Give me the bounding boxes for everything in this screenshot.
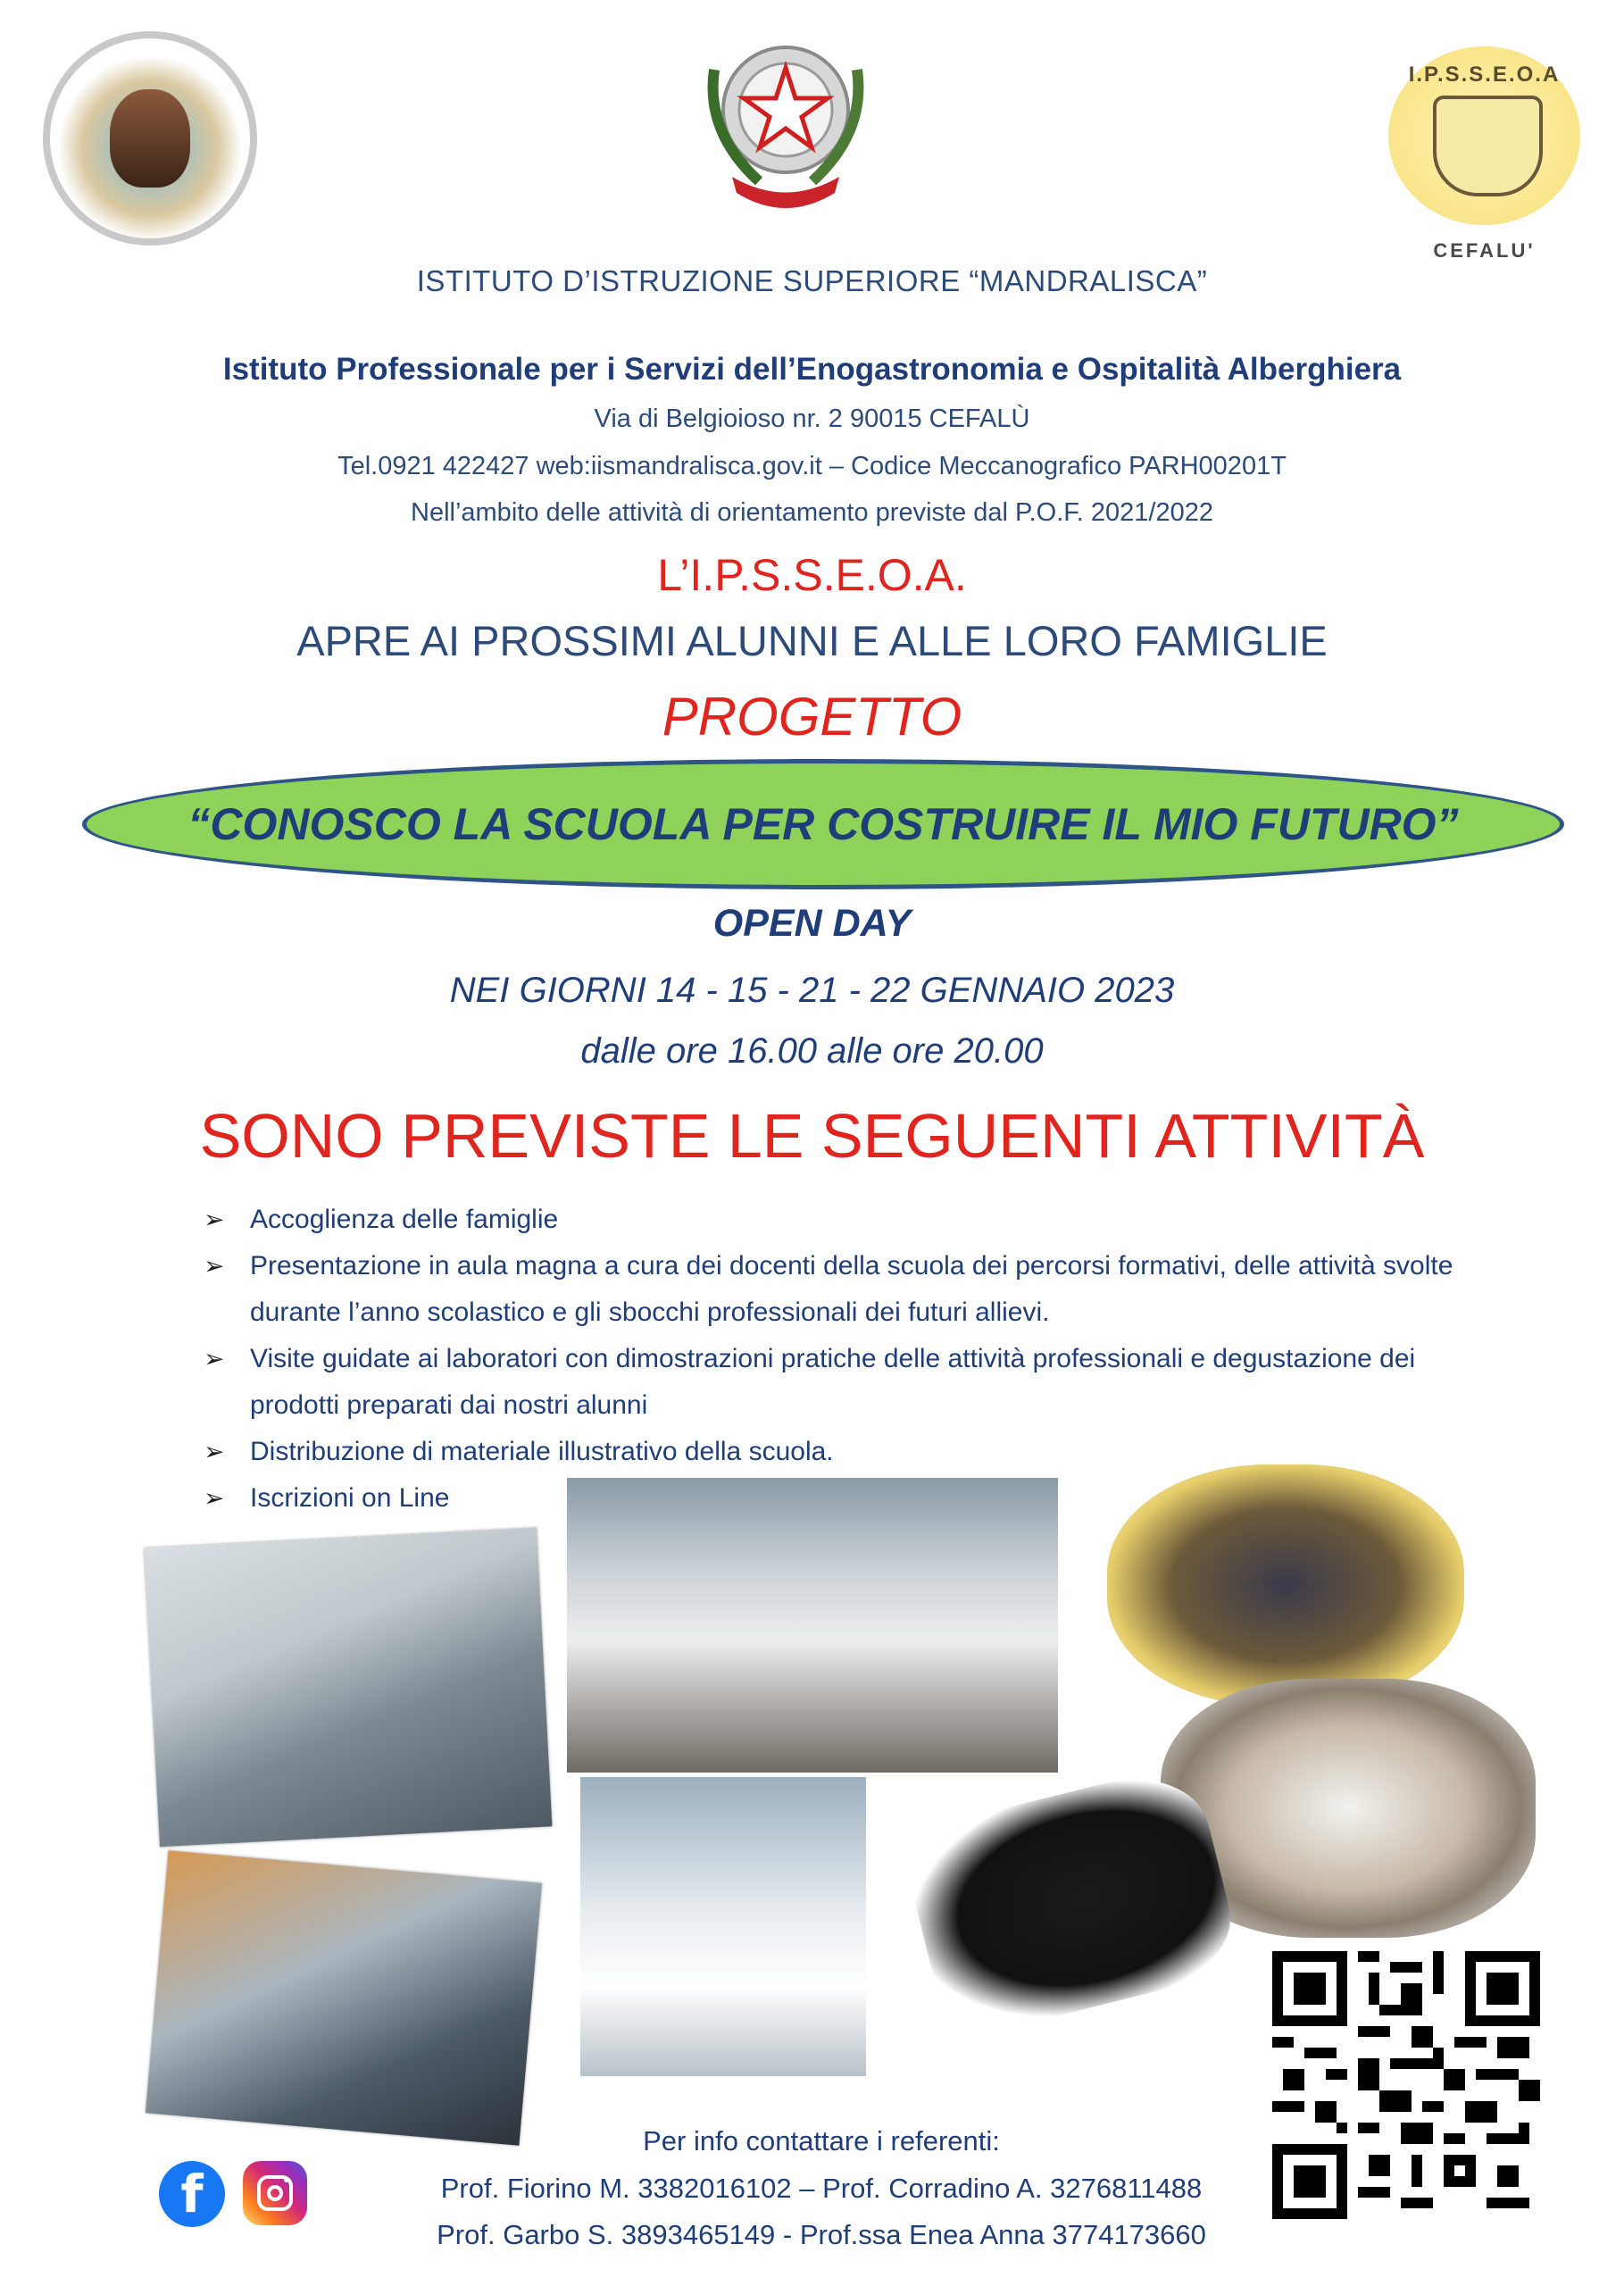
opens-line: APRE AI PROSSIMI ALUNNI E ALLE LORO FAMIGLIE xyxy=(296,617,1328,664)
list-item: ➢ Presentazione in aula magna a cura dei docenti della scuola dei percorsi formativi, delle attività svolte durante l’anno scolastico e gli sbocchi professionali dei futuri allievi. xyxy=(204,1243,1471,1336)
facebook-icon[interactable]: f xyxy=(159,2161,225,2227)
contacts-intro: Per info contattare i referenti: xyxy=(643,2125,1000,2157)
italian-republic-emblem xyxy=(679,16,893,230)
arrow-bullet-icon: ➢ xyxy=(204,1206,225,1233)
event-hours: dalle ore 16.00 alle ore 20.00 xyxy=(580,1031,1044,1071)
bar-lab-photo xyxy=(580,1777,866,2076)
project-label: PROGETTO xyxy=(662,687,962,747)
computer-lab-photo xyxy=(145,1528,553,1848)
classroom-computers-photo xyxy=(146,1850,542,2145)
activities-heading: SONO PREVISTE LE SEGUENTI ATTIVITÀ xyxy=(199,1101,1425,1171)
list-item: ➢ Accoglienza delle famiglie xyxy=(204,1197,1471,1243)
school-logo-mandralisca xyxy=(43,31,257,246)
institute-contacts: Tel.0921 422427 web:iismandralisca.gov.it – Codice Meccanografico PARH00201T xyxy=(337,452,1287,480)
contacts-line-2: Prof. Garbo S. 3893465149 - Prof.ssa Enea Anna 3774173660 xyxy=(437,2219,1206,2250)
qr-code[interactable] xyxy=(1272,1951,1540,2219)
project-banner xyxy=(82,759,1564,889)
logo-title: I.P.S.S.E.O.A xyxy=(1408,63,1561,87)
logo-subtitle: CEFALU' xyxy=(1433,239,1536,262)
event-dates: NEI GIORNI 14 - 15 - 21 - 22 GENNAIO 2023 xyxy=(449,971,1175,1010)
school-name: L’I.P.S.S.E.O.A. xyxy=(657,550,967,600)
project-name: “CONOSCO LA SCUOLA PER COSTRUIRE IL MIO FUTURO” xyxy=(187,799,1459,849)
list-item: ➢ Visite guidate ai laboratori con dimostrazioni pratiche delle attività professionali e degustazione dei prodotti preparati dai nostri alunni xyxy=(204,1336,1471,1429)
list-item: ➢ Iscrizioni on Line xyxy=(204,1475,1471,1522)
contacts-line-1: Prof. Fiorino M. 3382016102 – Prof. Corradino A. 3276811488 xyxy=(440,2173,1203,2204)
kitchen-lab-photo xyxy=(567,1478,1058,1773)
arrow-bullet-icon: ➢ xyxy=(204,1252,225,1280)
institute-title: ISTITUTO D’ISTRUZIONE SUPERIORE “MANDRALISCA” xyxy=(416,264,1208,297)
arrow-bullet-icon: ➢ xyxy=(204,1345,225,1372)
arrow-bullet-icon: ➢ xyxy=(204,1438,225,1465)
institute-subtitle: Istituto Professionale per i Servizi dell’Enogastronomia e Ospitalità Alberghiera xyxy=(222,352,1402,387)
dining-hall-staff-photo xyxy=(1107,1464,1464,1706)
arrow-bullet-icon: ➢ xyxy=(204,1484,225,1512)
instagram-icon[interactable] xyxy=(243,2161,307,2225)
shield-icon xyxy=(1433,96,1543,196)
event-title: OPEN DAY xyxy=(712,902,912,945)
ipsseoa-logo xyxy=(1388,46,1580,262)
pof-note: Nell’ambito delle attività di orientamento previste dal P.O.F. 2021/2022 xyxy=(411,498,1213,527)
list-item: ➢ Distribuzione di materiale illustrativo della scuola. xyxy=(204,1429,1471,1475)
plated-dessert-photo xyxy=(898,1761,1245,2042)
institute-address: Via di Belgioioso nr. 2 90015 CEFALÙ xyxy=(594,405,1030,433)
portrait-icon xyxy=(110,89,190,188)
